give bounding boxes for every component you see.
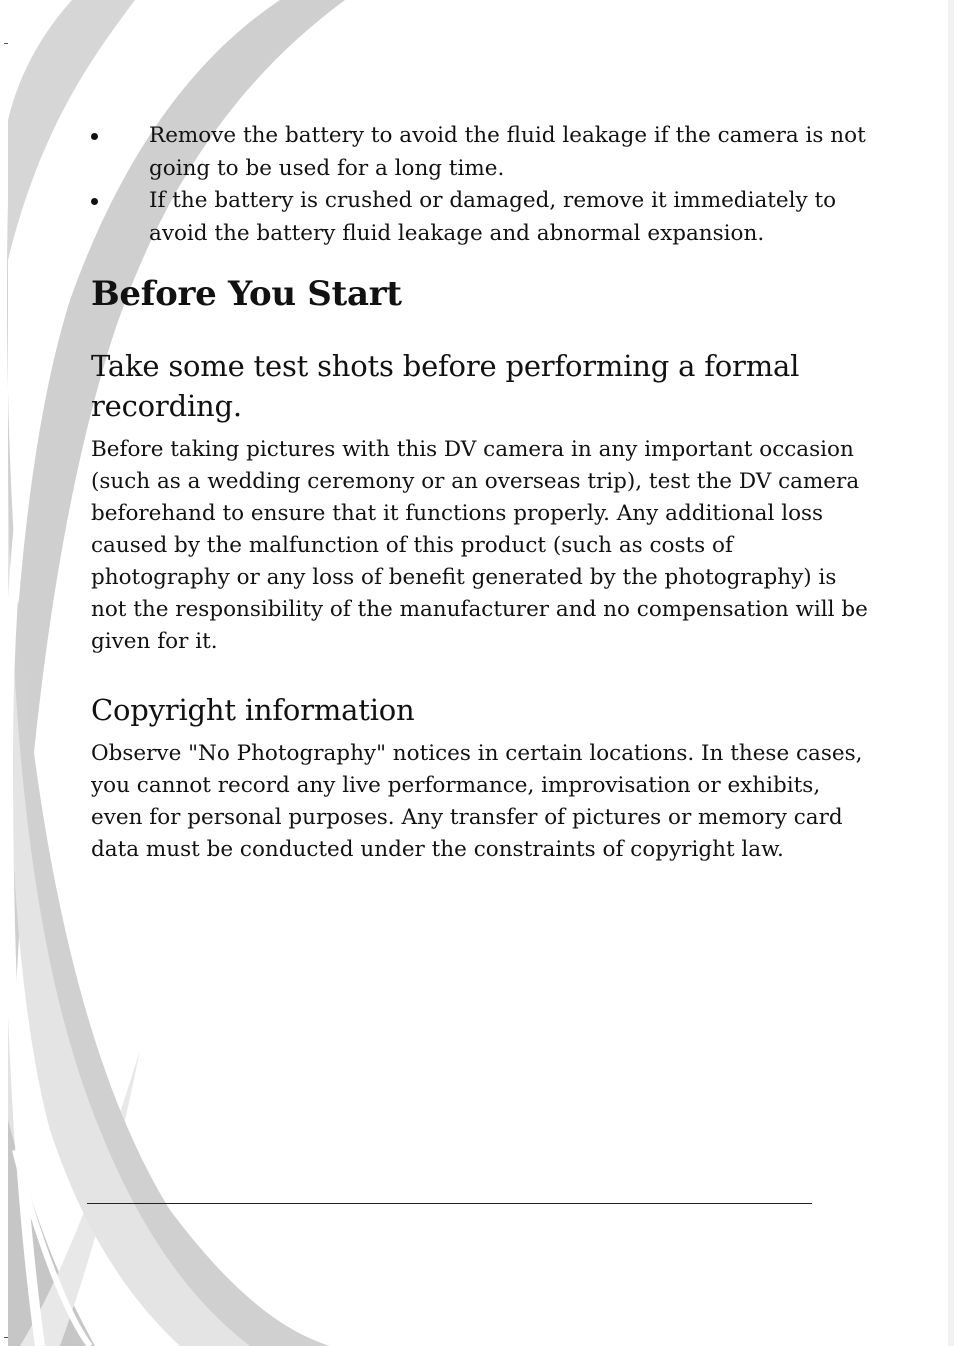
subsection-body-test-shots: Before taking pictures with this DV camera in any important occasion (such as a wedding ceremony or an overseas trip), test the DV camera beforehand to ensure that it functions properly. Any additional loss caused by the malfunction of this product (such as costs of photography or any loss of benefit generated by the photography) is not the responsibility of the manufacturer and no compensation will be given for it. [91,437,868,654]
page-content [91,120,871,866]
subsection-heading-test-shots: Take some test shots before performing a formal recording. [91,349,800,423]
bullet-icon [91,198,98,205]
list-item [91,185,871,250]
battery-warning-list [91,120,871,250]
list-item-text: Remove the battery to avoid the fluid leakage if the camera is not going to be used for a long time. [149,123,866,181]
crop-mark-top [4,43,8,44]
section-title: Before You Start [91,274,402,314]
subsection-body-copyright: Observe "No Photography" notices in certain locations. In these cases, you cannot record any live performance, improvisation or exhibits, even for personal purposes. Any transfer of pictures or memory card data must be conducted under the constraints of copyright law. [91,741,863,862]
list-item [91,120,871,185]
crop-mark-bottom [4,1337,8,1338]
page-right-edge [948,0,954,1346]
subsection-heading-copyright: Copyright information [91,693,415,727]
list-item-text: If the battery is crushed or damaged, remove it immediately to avoid the battery fluid leakage and abnormal expansion. [149,188,837,246]
footer-divider [87,1203,812,1204]
bullet-icon [91,133,98,140]
